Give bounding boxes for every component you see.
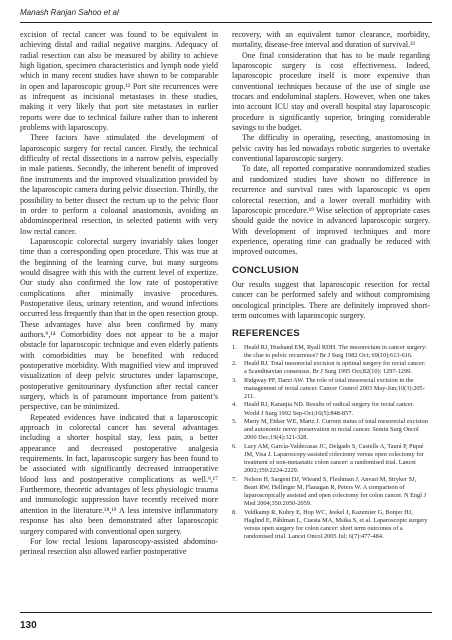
references-heading: REFERENCES [232, 328, 300, 340]
reference-text: Heald RJ. Total mesorectal excision is optimal surgery for rectal cancer: a Scandinavian consensus. Br J Surg 1995 Oct;82(10): 1297-1299. [244, 360, 426, 376]
body-paragraph: One final consideration that has to be made regarding laparoscopic surgery is cost effectiveness. Indeed, laparoscopic procedure itself is more expensive than conventional techniques because of the use of single use trocars and endoluminal staplers. However, when one takes into account ICU stay and overall hospital stay laparoscopic procedure is significantly superior, bringing considerable savings to the budget. [232, 50, 430, 133]
body-paragraph: Laparoscopic colorectal surgery invariably takes longer time than a corresponding open procedure. This was true at the beginning of the learning curve, but many surgeons would disagree with this with the current level of expertize. Our study also confirmed the low rate of postoperative complications after minimally invasive procedures. Postoperative ileus, urinary retention, and wound infections occurred less frequently than that in the open resection group. These advantages have also been confirmed by many authors.⁹,¹⁴ Comorbidity does not appear to be a major obstacle for laparoscopic technique and even elderly patients with comorbidities may be benefited with reduced postoperative morbidity. With magnified view and improved visualization of deep pelvic structures under laparoscope, postoperative genitourinary dysfunction after rectal cancer surgery, which is of paramount importance from patient’s perspective, can be minimized. [20, 236, 218, 412]
reference-number: 4. [232, 401, 237, 409]
body-paragraph: Repeated evidences have indicated that a laparoscopic approach in colorectal cancer has several advantages including a shorter hospital stay, less pain, a better appearance and decreased postoperative analgesia requirements. In fact, laparoscopic surgery has been found to be associated with significantly decreased intraoperative blood loss and postoperative complications as well.⁹,¹⁷ Furthermore, theoretic advantages of less physiologic trauma and immunologic suppression have recently received more attention in the literature.¹⁸,¹⁹ A less intensive inflammatory response has also been demonstrated after laparoscopic surgery compared with conventional open surgery. [20, 412, 218, 536]
body-paragraph: The difficulty in operating, resecting, anastomosing in pelvic cavity has led nowadays robotic surgeries to overtake conventional laparoscopic surgery. [232, 133, 430, 164]
reference-number: 2. [232, 360, 237, 368]
reference-item [232, 360, 430, 377]
page-number: 130 [20, 620, 37, 631]
header-rule [20, 22, 432, 23]
body-paragraph: recovery, with an equivalent tumor clearance, morbidity, mortality, disease-free interval and duration of survival.²³ [232, 30, 430, 50]
reference-number: 6. [232, 442, 237, 450]
body-paragraph: Three factors have stimulated the development of laparoscopic surgery for rectal cancer. Firstly, the technical difficulty of rectal dissections in a narrow pelvis, especially in male patients. Secondly, the inherent benefit of improved fine instruments and the improved visualization provided by the laparoscopic camera during pelvic dissection. Thirdly, the possibility to better dissect the rectum up to the pelvic floor in order to perform a coloanal anastomosis, avoiding an abdominoperineal resection, in selected patients with very low rectal cancer. [20, 133, 218, 236]
conclusion-heading: CONCLUSION [232, 264, 299, 276]
reference-text: Lacy AM, García-Valdecasas JC, Delgado S, Castells A, Taurá P, Piqué JM, Visa J. Laparoscopy-assisted colectomy versus open colectomy for treatment of non-metastatic colon cancer: a randomised trial. Lancet 2002;359:2224-2229. [244, 442, 424, 475]
reference-item [232, 476, 430, 509]
conclusion-paragraph: Our results suggest that laparoscopic resection for rectal cancer can be performed safely and without compromising oncological principles. There are definitely improved short-term outcomes with laparoscopic surgery. [232, 279, 430, 320]
reference-number: 8. [232, 508, 237, 516]
reference-text: Veldkamp R, Kuhry E, Hop WC, Jeekel J, Kazemier G, Bonjer HJ, Haglind E, Påhlman L, Cuesta MA, Msika S, et al. Laparoscopic surgery versus open surgery for colon cancer: short term outcomes of a randomised trial. Lancet Oncol 2005 Jul; 6(7):477-484. [244, 508, 428, 541]
left-column [20, 30, 218, 604]
references-list [232, 344, 430, 542]
reference-text: Heald RJ, Husband EM, Ryall RDH. The mesorectum in cancer surgery: the clue to pelvic recurrence? Br J Surg 1982 Oct; 69(10):613-616. [244, 343, 427, 359]
body-paragraph: For low rectal lesions laparoscopy-assisted abdomino-perineal resection also allowed earlier postoperative [20, 536, 218, 557]
reference-text: Ridgway PF, Darzi AW. The role of total mesorectal excision in the management of rectal cancer. Cancer Control 2003 May-Jun;10(3):205-211. [244, 376, 425, 401]
reference-item [232, 443, 430, 476]
right-column [232, 30, 430, 604]
reference-item [232, 377, 430, 402]
body-paragraph: excision of rectal cancer was found to be equivalent in achieving distal and radial negative margins. Adequacy of radial resection can also be measured by ability to achieve high ligation, specimen characteristics and lymph node yield which in many recent studies have shown to be comparable in open and laparoscopic group.¹² Port site recurrences were as infrequent as incisional metastases in these studies, making it very likely that port site metastases in earlier reports were due to technical failure rather than to inherent problems with laparoscopy. [20, 30, 218, 133]
running-head: Manash Ranjan Sahoo et al [20, 8, 119, 17]
reference-number: 5. [232, 417, 237, 425]
reference-item [232, 418, 430, 443]
reference-text: Nelson H, Sargent DJ, Wieand S, Fleshman J, Anvari M, Stryker SJ, Beart RW, Hellinger M, Flanagan R, Peters W. A comparison of laparoscopically assisted and open colectomy for colon cancer. N Engl J Med 2004;350:2050-2059. [244, 475, 427, 508]
reference-item [232, 344, 430, 361]
reference-text: Heald RJ, Karanjia ND. Results of radical surgery for rectal cancer. World J Surg 1992 Sep-Oct;16(5):848-857. [244, 401, 415, 417]
reference-number: 7. [232, 475, 237, 483]
body-paragraph: To date, all reported comparative nonrandomized studies and randomized studies have shown no difference in recurrence and survival rates with laparoscopic vs open colorectal resection, and a lower overall morbidity with laparoscopic procedure.¹⁹ Wise selection of appropriate cases should guide the novice in advanced laparoscopic surgery. With development of improved techniques and more experience, operating time can gradually be reduced with improved outcomes. [232, 164, 430, 257]
reference-item [232, 509, 430, 542]
reference-number: 1. [232, 343, 237, 351]
reference-number: 3. [232, 376, 237, 384]
reference-text: Marty M, Ettker WE, Martz J. Current status of total mesorectal excision and autonomic nerve preservation in rectal cancer. Semin Surg Oncol 2000 Dec;19(4):321-328. [244, 417, 428, 442]
footer-rule [20, 612, 432, 613]
reference-item [232, 401, 430, 418]
